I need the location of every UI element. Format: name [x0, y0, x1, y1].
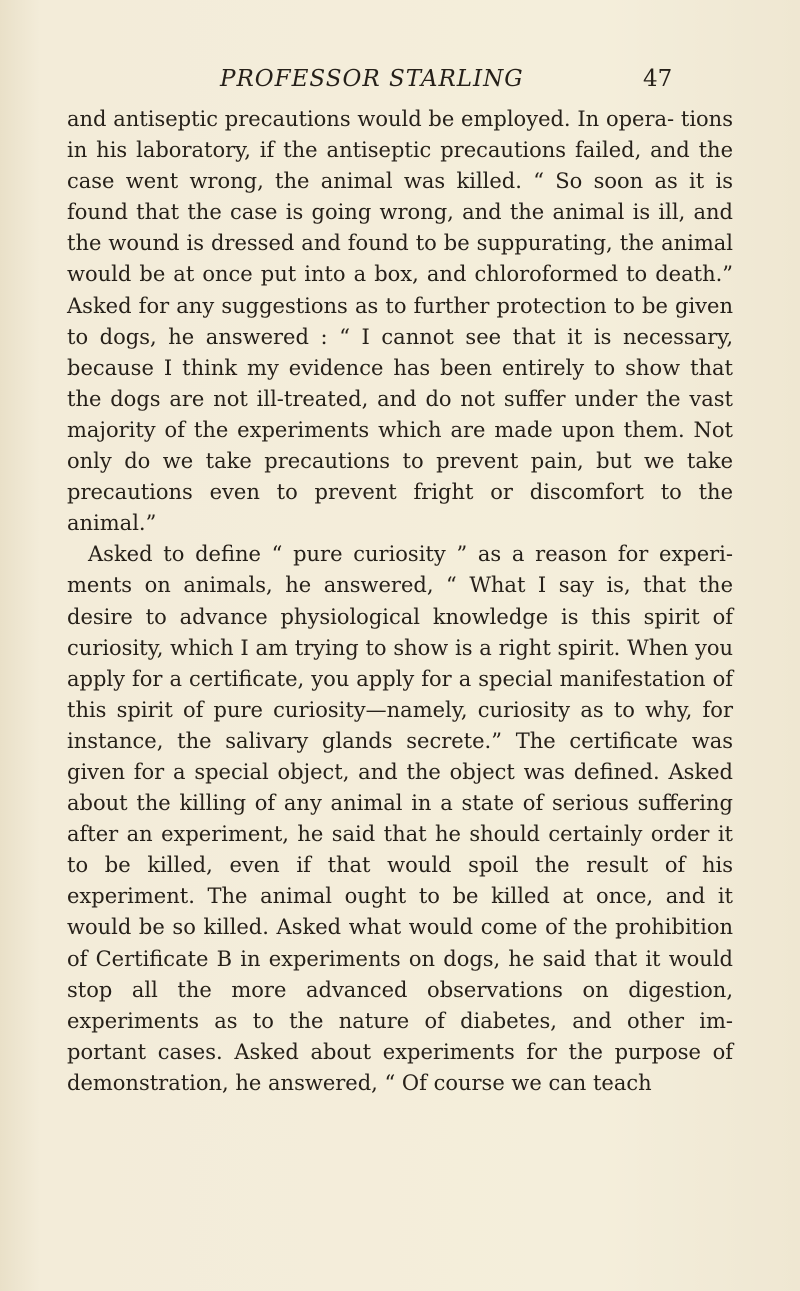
body-text [67, 104, 733, 1099]
running-title: PROFESSOR STARLING [220, 66, 524, 92]
running-head [0, 64, 800, 94]
page-number: 47 [643, 66, 673, 92]
paragraph-1: and antiseptic precautions would be employed. In opera- tions in his laboratory, if the antiseptic precautions failed, and the case went wrong, the animal was killed. “ So soon as it is found that the case is going wrong, and the animal is ill, and the wound is dressed and found to be suppurating, the animal would be at once put into a box, and chloroformed to death.” Asked for any suggestions as to further protection to be given to dogs, he answered : “ I cannot see that it is necessary, because I think my evidence has been entirely to show that the dogs are not ill-treated, and do not suffer under the vast majority of the experiments which are made upon them. Not only do we take precautions to prevent pain, but we take precautions even to prevent fright or discomfort to the animal.” [67, 107, 733, 536]
paragraph-2: Asked to define “ pure curiosity ” as a reason for experi- ments on animals, he answered, “ What I say is, that the desire to advance physiological knowledge is this spirit of curiosity, which I am trying to show is a right spirit. When you apply for a certificate, you apply for a special manifestation of this spirit of pure curiosity—namely, curiosity as to why, for instance, the salivary glands secrete.” The certificate was given for a special object, and the object was defined. Asked about the killing of any animal in a state of serious suffering after an experiment, he said that he should certainly order it to be killed, even if that would spoil the result of his experiment. The animal ought to be killed at once, and it would be so killed. Asked what would come of the prohibition of Certificate B in experiments on dogs, he said that it would stop all the more advanced observations on digestion, experiments as to the nature of diabetes, and other im- portant cases. Asked about experiments for the purpose of demonstration, he answered, “ Of course we can teach [67, 542, 733, 1095]
